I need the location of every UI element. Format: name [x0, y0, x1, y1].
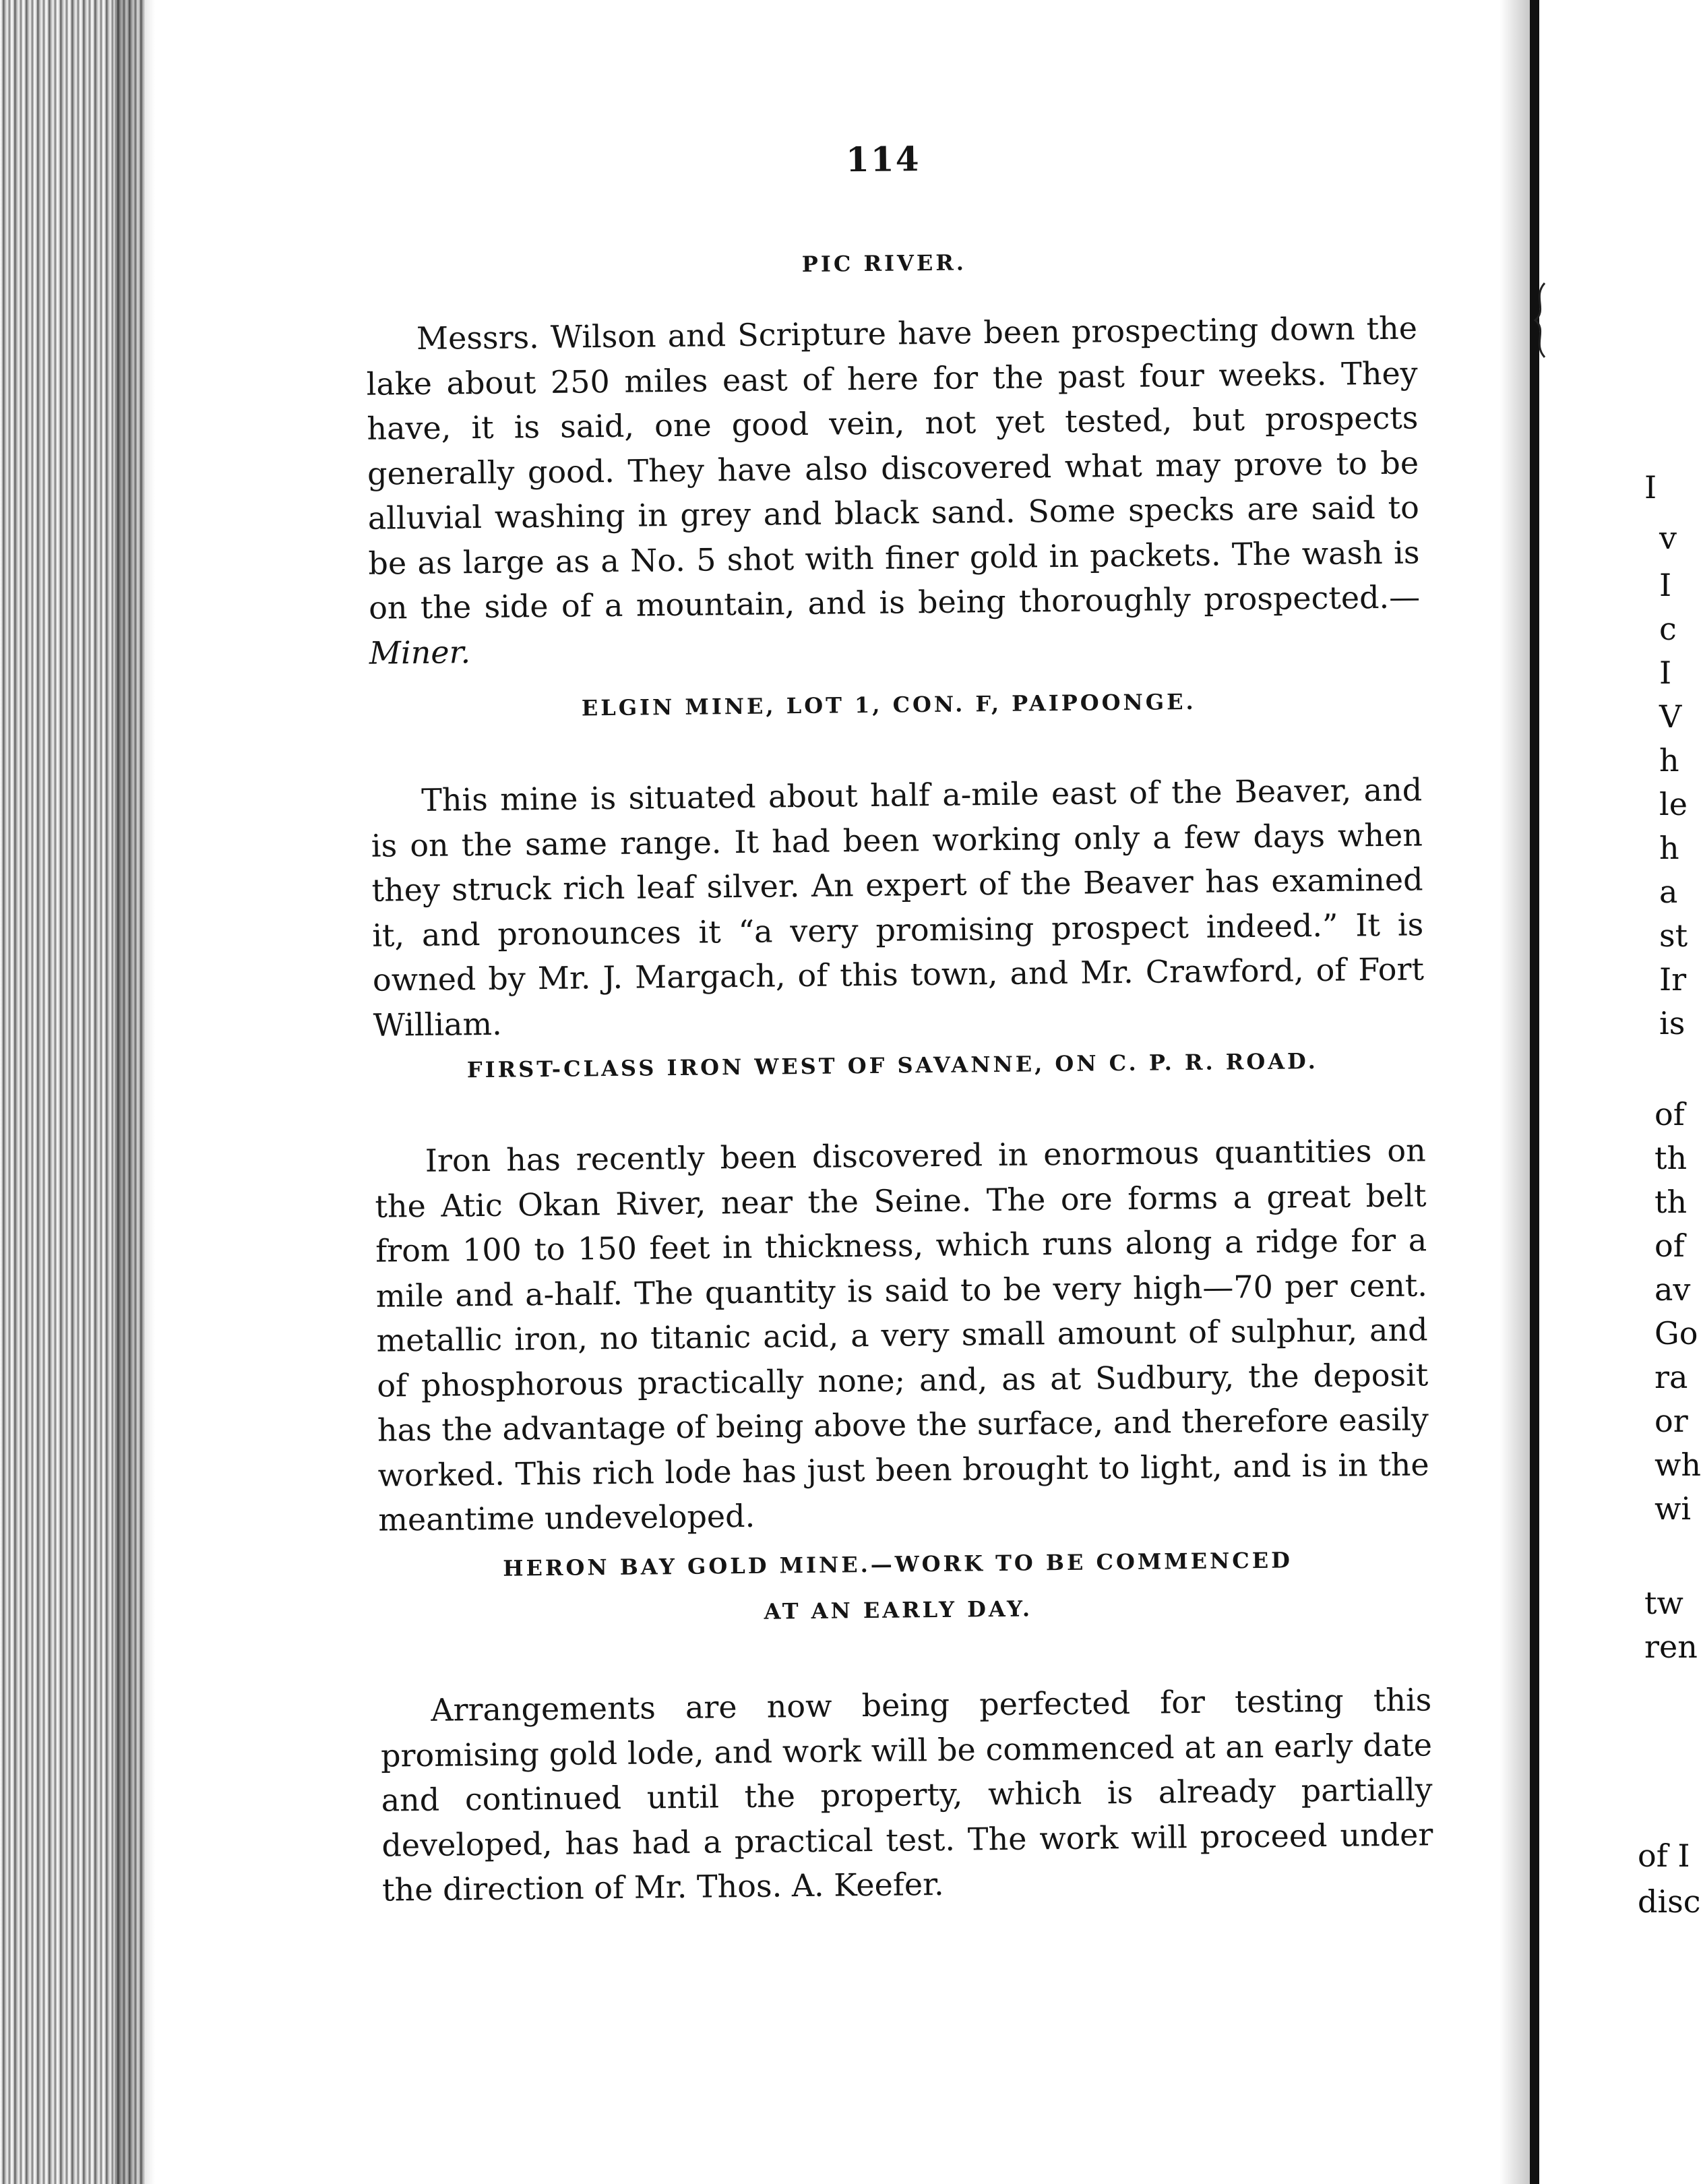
paragraph-heron-bay: Arrangements are now being perfected for testing this promising gold lode, and work will be commenced at an early date and continued until the property, which is already partially developed, has had a practical test. The work will proceed under the direction of Mr. Thos. A. Keefer.	[380, 1681, 1433, 1908]
adjacent-fragment: tw	[1644, 1585, 1683, 1621]
adjacent-fragment: le	[1659, 786, 1688, 822]
paragraph-pic-river	[366, 305, 1421, 675]
adjacent-fragment: Ir	[1659, 961, 1687, 998]
adjacent-fragment: ren	[1644, 1629, 1698, 1665]
adjacent-fragment: I	[1644, 469, 1657, 506]
adjacent-fragment: c	[1659, 611, 1677, 647]
adjacent-fragment: av	[1654, 1271, 1691, 1308]
adjacent-fragment: h	[1659, 830, 1679, 866]
adjacent-fragment: of	[1654, 1096, 1685, 1132]
paragraph-text: Messrs. Wilson and Scripture have been prospecting down the lake about 250 miles east of here for the past four weeks. They have, it is said, one good vein, not yet tested, but prospects generally good. They have also discovered what may prove to be alluvial washing in grey and black sand. Some specks are said to be as large as a No. 5 shot with finer gold in packets. The wash is on the side of a mountain, and is being thoroughly prospected.—	[366, 309, 1421, 626]
adjacent-fragment: is	[1659, 1005, 1685, 1041]
edge-shadow	[115, 0, 155, 2184]
paragraph-elgin-mine: This mine is situated about half a-mile east of the Beaver, and is on the same range. It had been working only a few days when they struck rich leaf silver. An expert of the Beaver has examined it, and pronounces it “a very promising prospect indeed.” It is owned by Mr. J. Margach, of this town, and Mr. Crawford, of Fort William.	[371, 771, 1425, 1043]
adjacent-fragment: th	[1654, 1184, 1688, 1220]
section-heading-heron-bay: HERON BAY GOLD MINE.—WORK TO BE COMMENCED AT AN EARLY DAY.	[503, 1547, 1293, 1625]
adjacent-fragment: th	[1654, 1140, 1688, 1176]
adjacent-fragment: or	[1654, 1403, 1688, 1439]
source-attribution: Miner.	[369, 633, 471, 671]
adjacent-fragment: wh	[1654, 1447, 1701, 1483]
section-heading-elgin-mine: ELGIN MINE, LOT 1, CON. F, PAIPOONGE.	[581, 688, 1196, 721]
adjacent-fragment: I	[1659, 567, 1672, 603]
adjacent-fragment: I	[1659, 655, 1672, 691]
adjacent-fragment: of	[1654, 1227, 1685, 1264]
gutter-shadow	[1499, 0, 1530, 2184]
adjacent-fragment: disc	[1638, 1883, 1701, 1920]
section-heading-iron-savanne: FIRST-CLASS IRON WEST OF SAVANNE, ON C. P. R. ROAD.	[466, 1048, 1318, 1083]
adjacent-fragment: v	[1659, 520, 1677, 556]
paragraph-iron-savanne: Iron has recently been discovered in enormous quantities on the Atic Okan River, near the Seine. The ore forms a great belt from 100 to 150 feet in thickness, which runs along a ridge for a mile and a-half. The quantity is said to be very high—70 per cent. metallic iron, no titanic acid, a very small amount of sulphur, and of phosphorous practically none; and, as at Sudbury, the deposit has the advantage of being above the surface, and therefore easily worked. This rich lode has just been brought to light, and is in the meantime undeveloped.	[375, 1132, 1429, 1538]
section-heading-pic-river: PIC RIVER.	[801, 249, 967, 277]
adjacent-fragment: wi	[1654, 1490, 1692, 1527]
adjacent-fragment: V	[1659, 698, 1682, 735]
adjacent-fragment: h	[1659, 742, 1679, 779]
adjacent-fragment: Go	[1654, 1315, 1698, 1352]
adjacent-fragment: a	[1659, 874, 1678, 910]
binding-thread	[1530, 283, 1549, 357]
adjacent-fragment: st	[1659, 917, 1688, 954]
adjacent-fragment: of I	[1638, 1838, 1690, 1874]
adjacent-fragment: ra	[1654, 1359, 1688, 1395]
book-page	[350, 133, 1454, 1965]
page-number: 114	[845, 139, 921, 180]
